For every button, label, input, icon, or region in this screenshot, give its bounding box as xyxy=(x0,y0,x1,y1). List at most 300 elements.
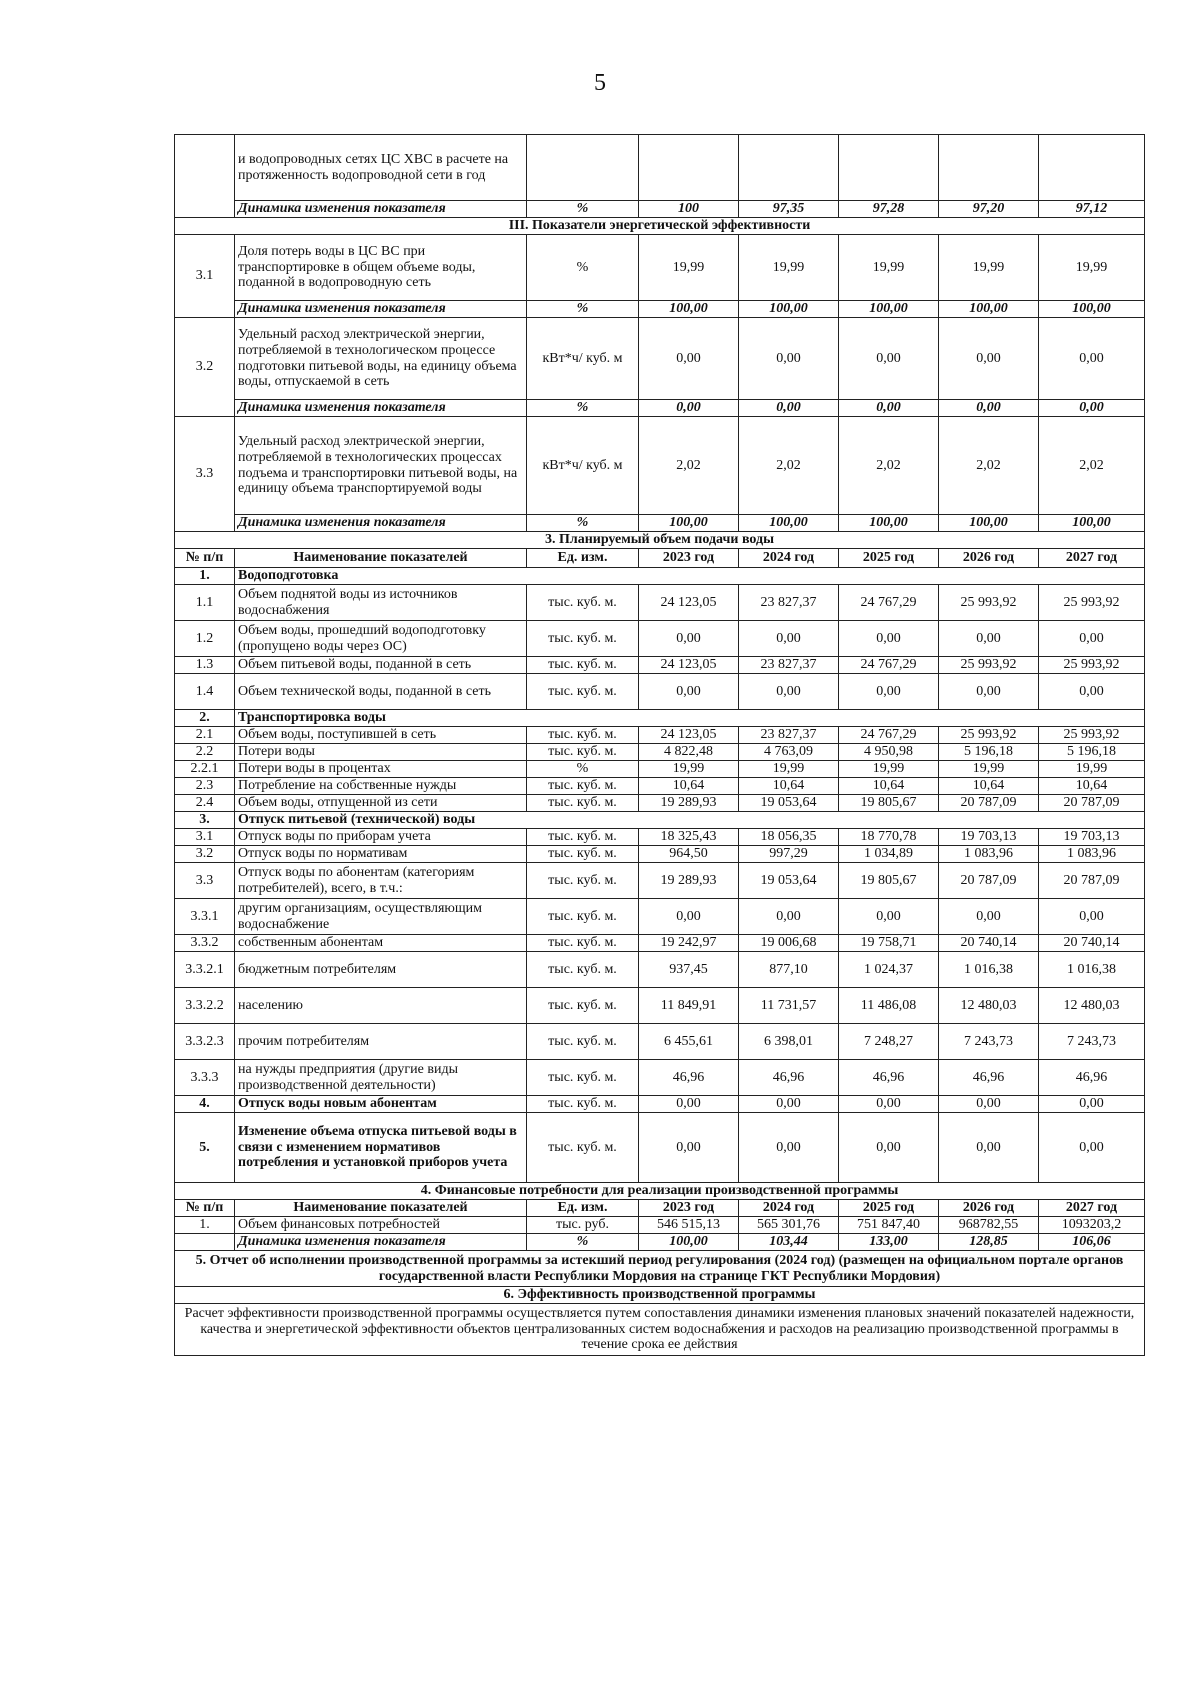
dynamics-label: Динамика изменения показателя xyxy=(235,515,527,532)
value-cell: 10,64 xyxy=(639,778,739,795)
value-cell: 23 827,37 xyxy=(739,657,839,674)
row-number: 4. xyxy=(175,1096,235,1113)
section-title: 6. Эффективность производственной программы xyxy=(175,1287,1145,1304)
value-cell: 100,00 xyxy=(1039,301,1145,318)
value-cell: 0,00 xyxy=(1039,899,1145,935)
value-cell: 25 993,92 xyxy=(1039,585,1145,621)
unit-cell: % xyxy=(527,235,639,301)
indicator-name: Изменение объема отпуска питьевой воды в связи с изменением нормативов потребления и установкой приборов учета xyxy=(235,1113,527,1183)
unit-cell: тыс. куб. м. xyxy=(527,744,639,761)
table-row xyxy=(175,795,1145,812)
table-row xyxy=(175,829,1145,846)
value-cell: 24 767,29 xyxy=(839,727,939,744)
dynamics-row xyxy=(175,301,1145,318)
value-cell: 100,00 xyxy=(739,515,839,532)
table-row xyxy=(175,778,1145,795)
section-title: 4. Финансовые потребности для реализации производственной программы xyxy=(175,1183,1145,1200)
dynamics-row xyxy=(175,201,1145,218)
unit-cell: % xyxy=(527,761,639,778)
value-cell: 4 763,09 xyxy=(739,744,839,761)
indicator-name: Удельный расход электрической энергии, потребляемой в технологическом процессе подготовки питьевой воды, на единицу объема воды, отпускаемой в сеть xyxy=(235,318,527,400)
indicator-name: Объем технической воды, поданной в сеть xyxy=(235,674,527,710)
column-header: 2023 год xyxy=(639,549,739,568)
indicator-name: Объем финансовых потребностей xyxy=(235,1217,527,1234)
value-cell: 964,50 xyxy=(639,846,739,863)
unit-cell: тыс. руб. xyxy=(527,1217,639,1234)
row-number xyxy=(175,135,235,218)
column-header: 2023 год xyxy=(639,1200,739,1217)
value-cell: 0,00 xyxy=(1039,1096,1145,1113)
unit-cell: тыс. куб. м. xyxy=(527,899,639,935)
value-cell: 19 053,64 xyxy=(739,863,839,899)
value-cell: 100,00 xyxy=(939,515,1039,532)
table-row xyxy=(175,674,1145,710)
indicator-name: Объем воды, отпущенной из сети xyxy=(235,795,527,812)
value-cell: 11 731,57 xyxy=(739,988,839,1024)
value-cell: 20 740,14 xyxy=(1039,935,1145,952)
column-header-row xyxy=(175,549,1145,568)
table-row xyxy=(175,952,1145,988)
value-cell: 19,99 xyxy=(739,761,839,778)
value-cell: 11 486,08 xyxy=(839,988,939,1024)
value-cell: 133,00 xyxy=(839,1234,939,1251)
column-header: 2026 год xyxy=(939,549,1039,568)
column-header: Наименование показателей xyxy=(235,1200,527,1217)
value-cell: 10,64 xyxy=(1039,778,1145,795)
indicator-name: Объем воды, поступившей в сеть xyxy=(235,727,527,744)
value-cell: 0,00 xyxy=(839,621,939,657)
value-cell: 20 787,09 xyxy=(1039,863,1145,899)
value-cell: 46,96 xyxy=(639,1060,739,1096)
indicator-name: населению xyxy=(235,988,527,1024)
unit-cell: тыс. куб. м. xyxy=(527,778,639,795)
value-cell: 19 289,93 xyxy=(639,863,739,899)
row-number: 3.3.2.2 xyxy=(175,988,235,1024)
unit-cell: % xyxy=(527,400,639,417)
report-text: 5. Отчет об исполнении производственной программы за истекший период регулирования (2024 год) (размещен на официальном портале органов государственной власти Республики Мордовия на странице ГКТ Республики Мордовия) xyxy=(175,1251,1145,1287)
value-cell: 19,99 xyxy=(739,235,839,301)
row-number: 3.3 xyxy=(175,417,235,532)
row-number: 1.2 xyxy=(175,621,235,657)
row-number: 2.3 xyxy=(175,778,235,795)
value-cell: 0,00 xyxy=(1039,400,1145,417)
value-cell: 23 827,37 xyxy=(739,727,839,744)
indicator-name: Доля потерь воды в ЦС ВС при транспортировке в общем объеме воды, поданной в водопроводную сеть xyxy=(235,235,527,301)
value-cell: 19,99 xyxy=(939,761,1039,778)
indicator-name: прочим потребителям xyxy=(235,1024,527,1060)
value-cell: 751 847,40 xyxy=(839,1217,939,1234)
dynamics-label: Динамика изменения показателя xyxy=(235,400,527,417)
value-cell: 19 289,93 xyxy=(639,795,739,812)
section-header-row xyxy=(175,532,1145,549)
value-cell: 4 822,48 xyxy=(639,744,739,761)
value-cell: 100,00 xyxy=(639,515,739,532)
value-cell: 23 827,37 xyxy=(739,585,839,621)
value-cell: 1093203,2 xyxy=(1039,1217,1145,1234)
value-cell: 0,00 xyxy=(1039,621,1145,657)
value-cell: 937,45 xyxy=(639,952,739,988)
table-row xyxy=(175,235,1145,301)
unit-cell: кВт*ч/ куб. м xyxy=(527,318,639,400)
value-cell: 7 243,73 xyxy=(939,1024,1039,1060)
value-cell: 2,02 xyxy=(839,417,939,515)
row-number: 3.3.2.3 xyxy=(175,1024,235,1060)
dynamics-label: Динамика изменения показателя xyxy=(235,1234,527,1251)
value-cell: 19 805,67 xyxy=(839,795,939,812)
value-cell: 24 123,05 xyxy=(639,657,739,674)
value-cell: 5 196,18 xyxy=(1039,744,1145,761)
value-cell: 19 006,68 xyxy=(739,935,839,952)
efficiency-text: Расчет эффективности производственной программы осуществляется путем сопоставления динамики изменения плановых значений показателей надежности, качества и энергетической эффективности объектов централизованных систем водоснабжения и расходов на реализацию производственной программы в течение срока ее действия xyxy=(175,1304,1145,1356)
value-cell: 1 024,37 xyxy=(839,952,939,988)
unit-cell: тыс. куб. м. xyxy=(527,952,639,988)
value-cell: 7 243,73 xyxy=(1039,1024,1145,1060)
value-cell: 0,00 xyxy=(639,621,739,657)
value-cell: 12 480,03 xyxy=(939,988,1039,1024)
value-cell: 100,00 xyxy=(1039,515,1145,532)
row-number: 3.3.3 xyxy=(175,1060,235,1096)
value-cell: 18 325,43 xyxy=(639,829,739,846)
section-title: 3. Планируемый объем подачи воды xyxy=(175,532,1145,549)
value-cell: 0,00 xyxy=(739,674,839,710)
column-header-row xyxy=(175,1200,1145,1217)
value-cell: 0,00 xyxy=(639,1113,739,1183)
value-cell: 2,02 xyxy=(939,417,1039,515)
value-cell: 0,00 xyxy=(639,1096,739,1113)
value-cell: 0,00 xyxy=(839,1096,939,1113)
group-name: Транспортировка воды xyxy=(235,710,1145,727)
value-cell: 0,00 xyxy=(739,1096,839,1113)
row-number: 3.2 xyxy=(175,846,235,863)
table-row xyxy=(175,621,1145,657)
table-row xyxy=(175,1096,1145,1113)
table-row xyxy=(175,135,1145,201)
value-cell: 24 767,29 xyxy=(839,585,939,621)
row-number: 3.1 xyxy=(175,829,235,846)
indicator-name: Потери воды xyxy=(235,744,527,761)
indicator-name: Объем воды, прошедший водоподготовку (пропущено воды через ОС) xyxy=(235,621,527,657)
value-cell: 0,00 xyxy=(939,674,1039,710)
indicator-name: собственным абонентам xyxy=(235,935,527,952)
value-cell: 19,99 xyxy=(639,235,739,301)
row-number: 2.4 xyxy=(175,795,235,812)
value-cell: 25 993,92 xyxy=(939,727,1039,744)
column-header: 2024 год xyxy=(739,549,839,568)
value-cell: 0,00 xyxy=(1039,1113,1145,1183)
table-row xyxy=(175,846,1145,863)
value-cell: 1 083,96 xyxy=(1039,846,1145,863)
value-cell: 0,00 xyxy=(839,400,939,417)
column-header: 2027 год xyxy=(1039,549,1145,568)
dynamics-label: Динамика изменения показателя xyxy=(235,201,527,218)
value-cell: 0,00 xyxy=(839,899,939,935)
row-number: 1. xyxy=(175,1217,235,1234)
group-row xyxy=(175,710,1145,727)
value-cell: 5 196,18 xyxy=(939,744,1039,761)
value-cell: 100,00 xyxy=(639,301,739,318)
unit-cell: тыс. куб. м. xyxy=(527,935,639,952)
column-header: Ед. изм. xyxy=(527,549,639,568)
value-cell: 0,00 xyxy=(639,899,739,935)
section-header-row xyxy=(175,1287,1145,1304)
indicator-name: другим организациям, осуществляющим водоснабжение xyxy=(235,899,527,935)
dynamics-row xyxy=(175,1234,1145,1251)
indicator-name: Потери воды в процентах xyxy=(235,761,527,778)
unit-cell: % xyxy=(527,1234,639,1251)
column-header: Наименование показателей xyxy=(235,549,527,568)
value-cell: 2,02 xyxy=(639,417,739,515)
value-cell: 25 993,92 xyxy=(1039,657,1145,674)
value-cell: 20 787,09 xyxy=(1039,795,1145,812)
section-title: III. Показатели энергетической эффективности xyxy=(175,218,1145,235)
row-number: 3.3.2.1 xyxy=(175,952,235,988)
value-cell: 100,00 xyxy=(839,515,939,532)
value-cell: 19 758,71 xyxy=(839,935,939,952)
value-cell: 25 993,92 xyxy=(1039,727,1145,744)
value-cell: 97,28 xyxy=(839,201,939,218)
indicator-name: Отпуск воды по нормативам xyxy=(235,846,527,863)
unit-cell: тыс. куб. м. xyxy=(527,846,639,863)
row-number: 1.3 xyxy=(175,657,235,674)
value-cell: 0,00 xyxy=(739,899,839,935)
table-row xyxy=(175,657,1145,674)
column-header: 2025 год xyxy=(839,1200,939,1217)
unit-cell: тыс. куб. м. xyxy=(527,795,639,812)
row-number: 5. xyxy=(175,1113,235,1183)
row-number: 3. xyxy=(175,812,235,829)
value-cell: 46,96 xyxy=(1039,1060,1145,1096)
value-cell: 0,00 xyxy=(639,674,739,710)
value-cell: 968782,55 xyxy=(939,1217,1039,1234)
value-cell: 100,00 xyxy=(639,1234,739,1251)
table-row xyxy=(175,1060,1145,1096)
indicator-name: Потребление на собственные нужды xyxy=(235,778,527,795)
unit-cell: тыс. куб. м. xyxy=(527,727,639,744)
row-number: 3.3.1 xyxy=(175,899,235,935)
row-number: 3.2 xyxy=(175,318,235,417)
dynamics-label: Динамика изменения показателя xyxy=(235,301,527,318)
column-header: № п/п xyxy=(175,549,235,568)
value-cell: 25 993,92 xyxy=(939,585,1039,621)
value-cell: 97,20 xyxy=(939,201,1039,218)
value-cell: 19 053,64 xyxy=(739,795,839,812)
unit-cell: тыс. куб. м. xyxy=(527,585,639,621)
table-row xyxy=(175,1217,1145,1234)
value-cell: 0,00 xyxy=(939,400,1039,417)
value-cell: 997,29 xyxy=(739,846,839,863)
table-row xyxy=(175,1024,1145,1060)
row-number: 1.4 xyxy=(175,674,235,710)
row-number: 3.1 xyxy=(175,235,235,318)
value-cell: 19 703,13 xyxy=(939,829,1039,846)
table-row xyxy=(175,727,1145,744)
row-number: 3.3 xyxy=(175,863,235,899)
value-cell: 0,00 xyxy=(939,1096,1039,1113)
value-cell: 0,00 xyxy=(639,318,739,400)
value-cell: 10,64 xyxy=(839,778,939,795)
value-cell: 19,99 xyxy=(1039,235,1145,301)
value-cell: 19,99 xyxy=(939,235,1039,301)
value-cell: 6 455,61 xyxy=(639,1024,739,1060)
value-cell: 100,00 xyxy=(739,301,839,318)
column-header: Ед. изм. xyxy=(527,1200,639,1217)
value-cell: 97,35 xyxy=(739,201,839,218)
table-row xyxy=(175,1113,1145,1183)
value-cell: 25 993,92 xyxy=(939,657,1039,674)
value-cell: 1 016,38 xyxy=(1039,952,1145,988)
value-cell: 546 515,13 xyxy=(639,1217,739,1234)
value-cell: 97,12 xyxy=(1039,201,1145,218)
row-number: 1.1 xyxy=(175,585,235,621)
value-cell: 24 123,05 xyxy=(639,727,739,744)
indicator-name: Отпуск воды по абонентам (категориям потребителей), всего, в т.ч.: xyxy=(235,863,527,899)
row-number: 2. xyxy=(175,710,235,727)
unit-cell: тыс. куб. м. xyxy=(527,657,639,674)
value-cell: 0,00 xyxy=(939,621,1039,657)
table-row xyxy=(175,318,1145,400)
value-cell: 103,44 xyxy=(739,1234,839,1251)
value-cell: 18 770,78 xyxy=(839,829,939,846)
value-cell: 100 xyxy=(639,201,739,218)
unit-cell: тыс. куб. м. xyxy=(527,1096,639,1113)
indicator-name: бюджетным потребителям xyxy=(235,952,527,988)
value-cell: 0,00 xyxy=(1039,674,1145,710)
value-cell: 19,99 xyxy=(839,235,939,301)
indicator-name: Объем питьевой воды, поданной в сеть xyxy=(235,657,527,674)
unit-cell: тыс. куб. м. xyxy=(527,621,639,657)
value-cell: 106,06 xyxy=(1039,1234,1145,1251)
value-cell: 4 950,98 xyxy=(839,744,939,761)
column-header: № п/п xyxy=(175,1200,235,1217)
row-number: 1. xyxy=(175,568,235,585)
indicator-name: и водопроводных сетях ЦС ХВС в расчете на протяженность водопроводной сети в год xyxy=(235,135,527,201)
value-cell: 0,00 xyxy=(739,1113,839,1183)
volume-rows xyxy=(175,568,1145,1183)
value-cell: 46,96 xyxy=(839,1060,939,1096)
value-cell: 0,00 xyxy=(939,899,1039,935)
table-row xyxy=(175,761,1145,778)
value-cell: 0,00 xyxy=(739,318,839,400)
value-cell: 19,99 xyxy=(839,761,939,778)
unit-cell: тыс. куб. м. xyxy=(527,1060,639,1096)
value-cell: 19 703,13 xyxy=(1039,829,1145,846)
value-cell: 6 398,01 xyxy=(739,1024,839,1060)
value-cell: 877,10 xyxy=(739,952,839,988)
value-cell: 0,00 xyxy=(639,400,739,417)
indicator-name: на нужды предприятия (другие виды производственной деятельности) xyxy=(235,1060,527,1096)
unit-cell: % xyxy=(527,201,639,218)
section-header-row xyxy=(175,218,1145,235)
column-header: 2026 год xyxy=(939,1200,1039,1217)
indicator-name: Отпуск воды новым абонентам xyxy=(235,1096,527,1113)
unit-cell: тыс. куб. м. xyxy=(527,674,639,710)
row-number: 2.2 xyxy=(175,744,235,761)
dynamics-row xyxy=(175,400,1145,417)
value-cell: 18 056,35 xyxy=(739,829,839,846)
group-name: Отпуск питьевой (технической) воды xyxy=(235,812,1145,829)
value-cell: 100,00 xyxy=(839,301,939,318)
efficiency-row xyxy=(175,1304,1145,1356)
value-cell: 2,02 xyxy=(739,417,839,515)
unit-cell: % xyxy=(527,515,639,532)
value-cell: 7 248,27 xyxy=(839,1024,939,1060)
value-cell: 0,00 xyxy=(739,400,839,417)
value-cell: 0,00 xyxy=(739,621,839,657)
value-cell: 19 242,97 xyxy=(639,935,739,952)
value-cell: 19,99 xyxy=(639,761,739,778)
column-header: 2027 год xyxy=(1039,1200,1145,1217)
finance-section xyxy=(175,1183,1145,1356)
value-cell: 0,00 xyxy=(939,1113,1039,1183)
value-cell: 10,64 xyxy=(939,778,1039,795)
unit-cell: тыс. куб. м. xyxy=(527,863,639,899)
table-row xyxy=(175,863,1145,899)
value-cell: 19,99 xyxy=(1039,761,1145,778)
value-cell: 0,00 xyxy=(1039,318,1145,400)
unit-cell: тыс. куб. м. xyxy=(527,1024,639,1060)
row-number: 3.3.2 xyxy=(175,935,235,952)
value-cell: 100,00 xyxy=(939,301,1039,318)
production-program-table xyxy=(174,134,1145,1356)
value-cell: 20 740,14 xyxy=(939,935,1039,952)
indicator-name: Отпуск воды по приборам учета xyxy=(235,829,527,846)
value-cell: 24 767,29 xyxy=(839,657,939,674)
value-cell: 46,96 xyxy=(739,1060,839,1096)
row-number: 2.2.1 xyxy=(175,761,235,778)
value-cell: 12 480,03 xyxy=(1039,988,1145,1024)
value-cell: 2,02 xyxy=(1039,417,1145,515)
table-row xyxy=(175,988,1145,1024)
value-cell: 20 787,09 xyxy=(939,795,1039,812)
value-cell: 19 805,67 xyxy=(839,863,939,899)
row-number: 2.1 xyxy=(175,727,235,744)
report-row xyxy=(175,1251,1145,1287)
unit-cell: тыс. куб. м. xyxy=(527,988,639,1024)
table-row xyxy=(175,417,1145,515)
unit-cell: тыс. куб. м. xyxy=(527,1113,639,1183)
table-row xyxy=(175,744,1145,761)
value-cell: 128,85 xyxy=(939,1234,1039,1251)
value-cell: 20 787,09 xyxy=(939,863,1039,899)
unit-cell: тыс. куб. м. xyxy=(527,829,639,846)
unit-cell: % xyxy=(527,301,639,318)
value-cell: 1 016,38 xyxy=(939,952,1039,988)
value-cell: 0,00 xyxy=(839,318,939,400)
value-cell: 0,00 xyxy=(939,318,1039,400)
value-cell: 46,96 xyxy=(939,1060,1039,1096)
unit-cell: кВт*ч/ куб. м xyxy=(527,417,639,515)
group-name: Водоподготовка xyxy=(235,568,1145,585)
column-header: 2025 год xyxy=(839,549,939,568)
table-row xyxy=(175,935,1145,952)
table-row xyxy=(175,899,1145,935)
indicator-name: Удельный расход электрической энергии, потребляемой в технологических процессах подъема и транспортировки питьевой воды, на единицу объема транспортируемой воды xyxy=(235,417,527,515)
group-row xyxy=(175,568,1145,585)
value-cell: 0,00 xyxy=(839,1113,939,1183)
group-row xyxy=(175,812,1145,829)
dynamics-row xyxy=(175,515,1145,532)
column-header: 2024 год xyxy=(739,1200,839,1217)
value-cell: 1 034,89 xyxy=(839,846,939,863)
value-cell: 11 849,91 xyxy=(639,988,739,1024)
table-row xyxy=(175,585,1145,621)
value-cell: 0,00 xyxy=(839,674,939,710)
indicator-name: Объем поднятой воды из источников водоснабжения xyxy=(235,585,527,621)
value-cell: 24 123,05 xyxy=(639,585,739,621)
page-number: 5 xyxy=(594,70,606,96)
section-header-row xyxy=(175,1183,1145,1200)
value-cell: 1 083,96 xyxy=(939,846,1039,863)
